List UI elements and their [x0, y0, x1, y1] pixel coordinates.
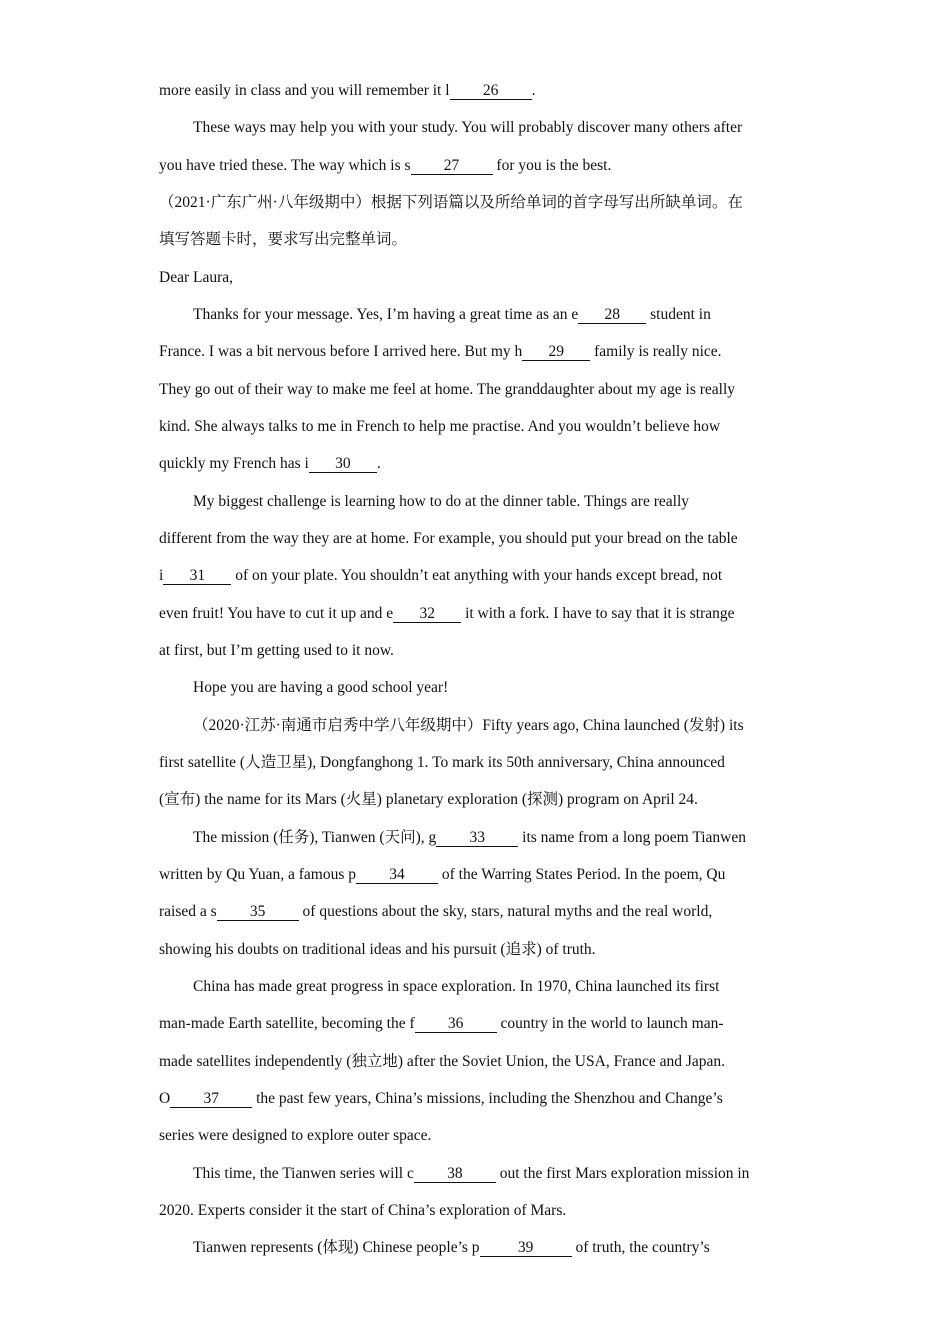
text-line: China has made great progress in space exploration. In 1970, China launched its first	[193, 978, 720, 995]
text-line: you have tried these. The way which is s 27 for you is the best.	[159, 157, 612, 174]
text-line: My biggest challenge is learning how to do at the dinner table. Things are really	[193, 493, 690, 510]
text-line: at first, but I’m getting used to it now.	[159, 642, 394, 659]
answer-blank-35[interactable]: 35	[217, 903, 299, 921]
question-source-heading: （2020·江苏·南通市启秀中学八年级期中）Fifty years ago, China launched (发射) its	[193, 717, 744, 734]
text-line: kind. She always talks to me in French to help me practise. And you wouldn’t believe how	[159, 418, 721, 435]
text-line: France. I was a bit nervous before I arrived here. But my h 29 family is really nice.	[159, 343, 722, 360]
text-line: even fruit! You have to cut it up and e 32 it with a fork. I have to say that it is strange	[159, 605, 735, 622]
text-line: These ways may help you with your study. You will probably discover many others after	[193, 119, 743, 136]
text-line: Tianwen represents (体现) Chinese people’s p 39 of truth, the country’s	[193, 1239, 710, 1256]
answer-blank-31[interactable]: 31	[163, 567, 231, 585]
text-line: They go out of their way to make me feel at home. The granddaughter about my age is really	[159, 381, 736, 398]
text-line: quickly my French has i 30 .	[159, 455, 381, 472]
text-line: (宣布) the name for its Mars (火星) planetary exploration (探测) program on April 24.	[159, 791, 698, 808]
text-line: first satellite (人造卫星), Dongfanghong 1. To mark its 50th anniversary, China announced	[159, 754, 725, 771]
answer-blank-34[interactable]: 34	[356, 866, 438, 884]
text-line: made satellites independently (独立地) after the Soviet Union, the USA, France and Japan.	[159, 1053, 726, 1070]
answer-blank-26[interactable]: 26	[450, 82, 532, 100]
text-line: showing his doubts on traditional ideas and his pursuit (追求) of truth.	[159, 941, 596, 958]
question-instruction: 填写答题卡时，要求写出完整单词。	[159, 231, 408, 248]
answer-blank-27[interactable]: 27	[411, 157, 493, 175]
text-line: raised a s 35 of questions about the sky, stars, natural myths and the real world,	[159, 903, 713, 920]
text-line: man-made Earth satellite, becoming the f 36 country in the world to launch man-	[159, 1015, 724, 1032]
text-line: The mission (任务), Tianwen (天问), g 33 its name from a long poem Tianwen	[193, 829, 747, 846]
answer-blank-29[interactable]: 29	[522, 343, 590, 361]
letter-greeting: Dear Laura,	[159, 269, 234, 286]
text-line: different from the way they are at home. For example, you should put your bread on the table	[159, 530, 738, 547]
answer-blank-38[interactable]: 38	[414, 1165, 496, 1183]
text-line: series were designed to explore outer space.	[159, 1127, 432, 1144]
answer-blank-36[interactable]: 36	[415, 1015, 497, 1033]
text-line: written by Qu Yuan, a famous p 34 of the Warring States Period. In the poem, Qu	[159, 866, 726, 883]
answer-blank-39[interactable]: 39	[480, 1239, 572, 1257]
answer-blank-37[interactable]: 37	[170, 1090, 252, 1108]
answer-blank-33[interactable]: 33	[436, 829, 518, 847]
answer-blank-28[interactable]: 28	[578, 306, 646, 324]
letter-closing: Hope you are having a good school year!	[193, 679, 449, 696]
text-line: O 37 the past few years, China’s missions, including the Shenzhou and Change’s	[159, 1090, 723, 1107]
text-line: more easily in class and you will remember it l 26 .	[159, 82, 536, 99]
text-line: i 31 of on your plate. You shouldn’t eat anything with your hands except bread, not	[159, 567, 723, 584]
text-line: 2020. Experts consider it the start of China’s exploration of Mars.	[159, 1202, 567, 1219]
text-line: Thanks for your message. Yes, I’m having a great time as an e 28 student in	[193, 306, 711, 323]
answer-blank-32[interactable]: 32	[393, 605, 461, 623]
answer-blank-30[interactable]: 30	[309, 455, 377, 473]
text-line: This time, the Tianwen series will c 38 out the first Mars exploration mission in	[193, 1165, 750, 1182]
question-source-heading: （2021·广东广州·八年级期中）根据下列语篇以及所给单词的首字母写出所缺单词。在	[159, 194, 743, 211]
